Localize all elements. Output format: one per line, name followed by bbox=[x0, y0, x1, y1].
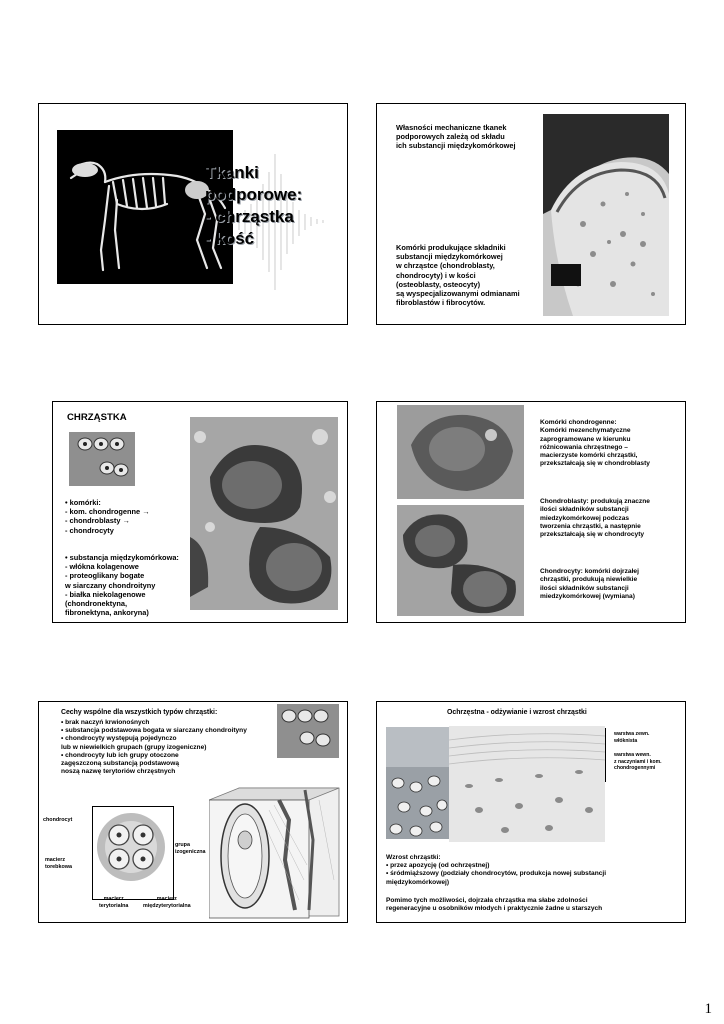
title-line: - chrząstka bbox=[205, 207, 294, 226]
label-chondrocyt: chondrocyt bbox=[43, 817, 73, 823]
slide-4-text-chondrocyte: Chondrocyty: komórki dojrzałej chrząstki, produkują niewielkie ilości składników substancji miedzykomórkowej (wymiana) bbox=[540, 568, 639, 600]
label-outer-layer: warstwa zewn. włóknista bbox=[614, 731, 650, 744]
slide-4-text-chondroblast: Chondroblasty: produkują znaczne ilości składników substancji miedzykomórkowej podczas tworzenia chrząstki, a następnie przekształcają się w chondrocyty bbox=[540, 498, 650, 539]
cartilage-block-illustration bbox=[209, 760, 341, 920]
title-line: - kość bbox=[205, 229, 255, 248]
label-macierz-torebkowa: macierz torebkowa bbox=[45, 857, 72, 870]
slide-1 bbox=[38, 103, 348, 325]
slide-6 bbox=[376, 701, 686, 923]
slide-6-title: Ochrzęstna - odżywianie i wzrost chrząstki bbox=[447, 709, 587, 716]
slide-6-growth-text: Wzrost chrząstki: • przez apozycję (od ochrzęstnej) • śródmiąższowy (podziały chondrocytów, produkcja nowej substancji międzykomórkowej) bbox=[386, 854, 607, 886]
chondroblast-em-image bbox=[397, 505, 524, 616]
title-line: Tkanki bbox=[205, 163, 259, 182]
isogenic-group-image bbox=[277, 704, 339, 758]
bone-cross-section-image bbox=[543, 114, 669, 316]
label-inner-layer: warstwa wewn. z naczyniami i kom. chondrogennymi bbox=[614, 752, 662, 772]
chondrogenic-cell-em-image bbox=[397, 405, 524, 499]
slide-4 bbox=[376, 401, 686, 623]
slide-3 bbox=[52, 401, 348, 623]
label-macierz-miedzyterytorialna: macierz międzyterytorialna bbox=[143, 896, 191, 909]
slide-1-title bbox=[205, 162, 302, 250]
title-line: podporowe: bbox=[205, 185, 303, 204]
slide-6-regeneration-text: Pomimo tych możliwości, dojrzała chrząstka ma słabe zdolności regeneracyjne u osobników młodych i praktycznie żadne u starszych bbox=[386, 897, 603, 913]
chondrocyte-em-image bbox=[190, 417, 338, 610]
perichondrium-histology-left-image bbox=[386, 727, 449, 839]
slide-3-title: CHRZĄSTKA bbox=[67, 412, 127, 423]
perichondrium-histology-right-image bbox=[449, 726, 605, 842]
slide-2-text-top: Własności mechaniczne tkanek podporowych zależą od składu ich substancji międzykomórkowej bbox=[396, 123, 516, 151]
label-grupa-izogeniczna: grupa izogeniczna bbox=[175, 842, 206, 855]
layer-bracket bbox=[605, 728, 609, 782]
slide-2-text-bottom: Komórki produkujące składniki substancji międzykomórkowej w chrząstce (chondroblasty, chondrocyty) i w kości (osteoblasty, osteocyty) są wyspecjalizowanymi odmianami fibroblastów i fibrocytów. bbox=[396, 243, 520, 308]
slide-5-bullets: • brak naczyń krwionośnych • substancja podstawowa bogata w siarczany chondroityny • chondrocyty występują pojedynczo lub w niewielkich grupach (grupy izogeniczne) • chondrocyty lub ich grupy otoczone zagęszczoną substancją podstawową noszą nazwę terytoriów chrzęstnych bbox=[61, 719, 247, 776]
slide-5-heading: Cechy wspólne dla wszystkich typów chrząstki: bbox=[61, 709, 218, 716]
slide-3-cells-text: • komórki: - kom. chondrogenne → - chondroblasty → - chondrocyty bbox=[65, 498, 150, 535]
chondrocyte-group-image bbox=[69, 432, 135, 486]
page-number: 1 bbox=[704, 1001, 712, 1017]
slide-2 bbox=[376, 103, 686, 325]
slide-5 bbox=[38, 701, 348, 923]
slide-3-matrix-text: • substancja międzykomórkowa: - włókna kolagenowe - proteoglikany bogate w siarczany chondroityny - białka niekolagenowe (chondronektyna, fibronektyna, ankoryna) bbox=[65, 553, 179, 618]
label-macierz-terytorialna: macierz terytorialna bbox=[99, 896, 129, 909]
diagram-frame bbox=[92, 806, 174, 900]
slide-4-text-chondrogenic: Komórki chondrogenne: Komórki mezenchymatyczne zaprogramowane w kierunku różnicowania chrzęstnego – macierzyste komórki chrząstki, przekształcają się w chondroblasty bbox=[540, 419, 650, 468]
